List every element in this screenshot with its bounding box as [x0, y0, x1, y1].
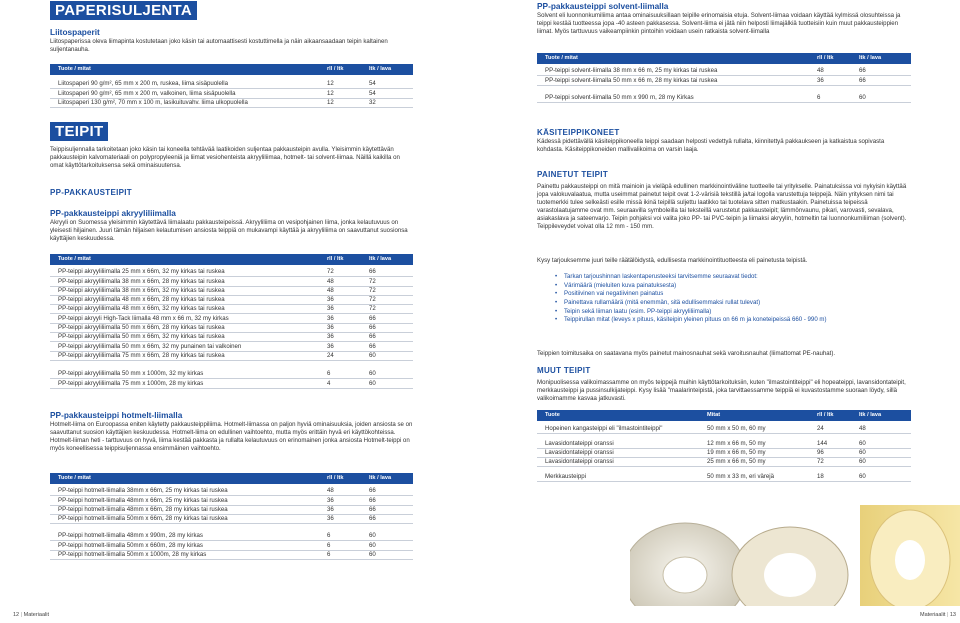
cell-ltk: 54 [369, 89, 376, 97]
col-header-ltk: ltk / lava [369, 65, 392, 72]
cell-rll: 18 [817, 473, 824, 481]
cell-name: PP-teippi akryyliliimalla 48 mm x 66m, 28 my kirkas tai ruskea [58, 296, 225, 304]
table-row [50, 352, 413, 361]
cell-name: Hopeinen kangasteippi eli "ilmastointiteippi" [545, 425, 663, 433]
cell-rll: 36 [327, 314, 334, 322]
col-header-rll: rll / ltk [327, 65, 344, 72]
cell-name: PP-teippi akryyliliimalla 38 mm x 66m, 28 my kirkas tai ruskea [58, 277, 225, 285]
page-number-left: 12 [13, 611, 20, 618]
cell-ltk: 72 [369, 296, 376, 304]
cell-ltk: 66 [369, 515, 376, 523]
cell-name: PP-teippi akryyliliimalla 25 mm x 66m, 32 my kirkas tai ruskea [58, 268, 225, 276]
cell-rll: 72 [817, 458, 824, 466]
table-row [50, 532, 413, 541]
cell-name: PP-teippi akryyliliimalla 38 mm x 66m, 32 my kirkas tai ruskea [58, 286, 225, 294]
cell-name: Liitospaperi 130 g/m², 70 mm x 100 m, lasikuituvahv. liima ulkopuolella [58, 98, 248, 106]
cell-ltk: 66 [369, 324, 376, 332]
cell-name: Liitospaperi 90 g/m², 65 mm x 200 m, ruskea, liima sisäpuolella [58, 80, 229, 88]
table-row [50, 89, 413, 98]
col-header-rll: rll / ltk [817, 411, 834, 418]
paper-table [50, 64, 413, 108]
cell-name: PP-teippi solvent-liimalla 50 mm x 66 m, 28 my kirkas tai ruskea [545, 76, 718, 84]
table-row [50, 287, 413, 296]
liitospaperit-text: Liitospaperissa oleva liimapinta kostutetaan joko käsin tai automaattisesti kostuttimella ja näin aikaansaadaan teipin kaltainen suljentanauha. [50, 37, 388, 53]
cell-ltk: 60 [859, 448, 866, 456]
cell-rll: 36 [327, 515, 334, 523]
cell-ltk: 72 [369, 305, 376, 313]
table-row [50, 487, 413, 496]
tape-rolls-image [630, 505, 960, 606]
footer-label-right: Materiaalit [920, 611, 946, 618]
bullet-item: • Teippirullan mitat (leveys x pituus, käsiteipin yleinen pituus on 66 m ja koneteipeissä 660 - 990 m) [555, 316, 911, 325]
col-header-product: Tuote / mitat [58, 255, 91, 262]
col-header-ltk: ltk / lava [859, 54, 882, 61]
bullet-item: • Painettava rullamäärä (mitä enemmän, sitä edullisemmaksi rullat tulevat) [555, 299, 911, 308]
cell-rll: 6 [327, 370, 331, 378]
cell-name: PP-teippi hotmelt-liimalla 38mm x 66m, 25 my kirkas tai ruskea [58, 487, 228, 495]
table-row [537, 67, 911, 76]
muut-table [537, 410, 911, 482]
cell-rll: 48 [327, 487, 334, 495]
col-header-product: Tuote / mitat [545, 54, 578, 61]
cell-name: PP-teippi akryyliliimalla 50 mm x 66m, 32 my kirkas tai ruskea [58, 333, 225, 341]
liitospaperit-title: Liitospaperit [50, 27, 100, 37]
akryyli-text: Akryyli on Suomessa yleisimmin käytettävä liimalaatu pakkausteipeissä. Akryyliliima on vesipohjainen liima, jonka kelautuvuus on yleisesti hiljainen. Juuri tämän hiljaisen kelautumisen ansiosta teippiä on mukavampi käyttää ja akryyliliima on saavuttanut suosionsa käyttäjien keskuudessa. [50, 218, 408, 242]
table-row [537, 425, 911, 434]
bullet-item: • Tarkan tarjoushinnan laskentaperusteeksi tarvitsemme seuraavat tiedot: [555, 273, 911, 282]
cell-rll: 4 [327, 379, 331, 387]
cell-ltk: 66 [369, 505, 376, 513]
cell-ltk: 60 [369, 551, 376, 559]
table-row [50, 541, 413, 550]
footer-separator-left: | [20, 611, 23, 618]
table-row [50, 551, 413, 560]
footer-separator-right: | [946, 611, 949, 618]
cell-rll: 24 [817, 425, 824, 433]
muut-teipit-text: Monipuolisessa valikoimassamme on myös teippejä muihin käyttötarkoituksiin, kuten "ilmastointiteippi" eli hopeateippi, lavansidontateipit, merkkausteippi ja pussinsulkijateippi. Kysy lisää "maalarinteipistä, joka tarvittaessamme teippiä ei kuvastostamme suoraan löydy, sillä valikoimamme kasvaa jatkuvasti. [537, 379, 906, 403]
cell-rll: 12 [327, 89, 334, 97]
hotmelt-text: Hotmelt-liima on Euroopassa eniten käytetty pakkausteippiliima. Hotmelt-liimassa on paljon hyviä ominaisuuksia, joiden ansiosta se on saavuttanut suosion käyttäjien keskuudessa. Hotmelt-liima on edullinen vaihtoehto, mutta myös erittäin hyvä eri käyttökohteissa. Hotmelt-liiman heti - tarttuvuus on hyvä, liima kestää pakkasta ja rullalta kelautuvuus on erinomainen jonka ansiosta Hotmelt-teippi on myös koneellisessa teippisuljennassa ensimmäinen vaihtoehto. [50, 420, 413, 452]
cell-ltk: 66 [369, 314, 376, 322]
cell-rll: 144 [817, 439, 828, 447]
cell-name: PP-teippi akryyliliimalla 75 mm x 66m, 28 my kirkas tai ruskea [58, 351, 225, 359]
cell-rll: 36 [327, 305, 334, 313]
col-header-ltk: ltk / lava [369, 255, 392, 262]
cell-rll: 48 [327, 277, 334, 285]
cell-rll: 36 [327, 296, 334, 304]
bullet-item: • Positiivinen vai negatiivinen painatus [555, 290, 911, 299]
cell-ltk: 60 [859, 93, 866, 101]
cell-rll: 96 [817, 448, 824, 456]
solvent-table [537, 53, 911, 103]
pp-pakkausteipit-heading: PP-PAKKAUSTEIPIT [50, 188, 132, 197]
table-row [50, 277, 413, 286]
toimitus-text: Teippien toimitusaika on saatavana myös painetut mainosnauhat sekä varoitusnauhat (liimattomat PE-nauhat). [537, 350, 836, 357]
cell-name: PP-teippi akryyliliimalla 48 mm x 66m, 32 my kirkas tai ruskea [58, 305, 225, 313]
table-row [537, 458, 911, 467]
col-header-product: Tuote / mitat [58, 65, 91, 72]
table-row [50, 268, 413, 277]
hotmelt-table [50, 473, 413, 560]
paperisuljenta-banner: PAPERISULJENTA [50, 1, 197, 20]
akryyli-table [50, 254, 413, 389]
cell-rll: 12 [327, 98, 334, 106]
cell-name: Lavasidontateippi oranssi [545, 458, 614, 466]
cell-mitat: 25 mm x 66 m, 50 my [707, 458, 766, 466]
paper-table-header [50, 64, 413, 75]
kasiteippikoneet-text: Kädessä pidettävällä käsiteippikoneella teippi saadaan helposti vedettyä rullalta, kiinnitettyä pakkaukseen ja katkaistua sopivasta kohdasta. Käsiteippikoneiden mallivalikoima on varsin laaja. [537, 138, 885, 154]
cell-name: Liitospaperi 90 g/m², 65 mm x 200 m, valkoinen, liima sisäpuolella [58, 89, 236, 97]
table-row [50, 99, 413, 108]
cell-ltk: 60 [369, 370, 376, 378]
cell-name: PP-teippi solvent-liimalla 38 mm x 66 m, 25 my kirkas tai ruskea [545, 67, 718, 75]
cell-mitat: 12 mm x 66 m, 50 my [707, 439, 766, 447]
cell-ltk: 60 [859, 439, 866, 447]
cell-ltk: 66 [859, 67, 866, 75]
cell-rll: 6 [327, 551, 331, 559]
cell-name: PP-teippi hotmelt-liimalla 48mm x 990m, 28 my kirkas [58, 532, 203, 540]
bullet-item: • Värimäärä (mieluiten kuva painatuksesta) [555, 282, 911, 291]
cell-ltk: 66 [369, 487, 376, 495]
table-row [537, 439, 911, 448]
col-header-product: Tuote [545, 411, 560, 418]
cell-ltk: 60 [859, 473, 866, 481]
cell-ltk: 32 [369, 98, 376, 106]
painetut-teipit-text: Painettu pakkausteippi on mitä mainioin ja vieläpä edullinen markkinointiväline tuotteelle tai yritykselle. Painatuksissa voi nykyisin käyttää jopa valokuvalaatua, mutta useimmat painetut teipit ovat 1-2-värisiä tekstillä ja/tai logolla varustettuja teippejä. Näin yrityksen nimi tai tuotemerkki tulee selkeästi esille missä ikinä teipillä suljettu laatikko tai tuotelava sitten matkustaakin. Painetuissa teipeissä varastolaatujamme ovat mm. seuraavilla symboleilla tai teksteillä varustetut pakkausteipit; lämmönvaunu, pikari, varovasti, sevalava, asiakaslava ja sateenvarjo. Teipin pohjaksi voi valita joko PP- tai PVC-teipin ja liimaksi akryylin, hotmeltin tai luonnonkumiliiman (solvent). Teippileveydet voivat olla 12 mm - 150 mm. [537, 183, 907, 231]
cell-name: PP-teippi hotmelt-liimalla 48mm x 66m, 25 my kirkas tai ruskea [58, 496, 228, 504]
kasiteippikoneet-heading: KÄSITEIPPIKONEET [537, 128, 620, 137]
cell-name: PP-teippi hotmelt-liimalla 50mm x 1000m, 28 my kirkas [58, 551, 207, 559]
akryyli-table-header [50, 254, 413, 265]
cell-ltk: 60 [369, 541, 376, 549]
footer-left [13, 612, 49, 619]
cell-name: PP-teippi akryyliliimalla 50 mm x 66m, 28 my kirkas tai ruskea [58, 324, 225, 332]
cell-ltk: 72 [369, 277, 376, 285]
cell-name: Lavasidontateippi oranssi [545, 448, 614, 456]
cell-rll: 36 [327, 342, 334, 350]
cell-name: PP-teippi hotmelt-liimalla 48mm x 66m, 28 my kirkas tai ruskea [58, 505, 228, 513]
cell-ltk: 66 [369, 333, 376, 341]
cell-rll: 24 [327, 351, 334, 359]
teipit-text: Teippisuljennalla tarkoitetaan joko käsin tai koneella tehtävää laatikoiden suljentaa pakkausteipin avulla. Yleisimmin käytettävän pakkausteipin kalvomateriaali on polypropyleeniä ja liimat vesiohenteista akryyliliimaa, hotmelt- tai solvent-liimaa. Näillä kaikilla on omat käyttötarkoituksensa sekä ominaisuutensa. [50, 146, 400, 170]
table-row [50, 515, 413, 524]
cell-ltk: 60 [369, 351, 376, 359]
cell-rll: 36 [327, 505, 334, 513]
cell-name: PP-teippi hotmelt-liimalla 50mm x 660m, 28 my kirkas [58, 541, 203, 549]
cell-rll: 72 [327, 268, 334, 276]
cell-name: PP-teippi solvent-liimalla 50 mm x 990 m, 28 my Kirkas [545, 93, 694, 101]
cell-rll: 6 [327, 541, 331, 549]
solvent-table-header [537, 53, 911, 64]
cell-ltk: 72 [369, 286, 376, 294]
table-row [50, 342, 413, 351]
table-row [50, 305, 413, 314]
cell-ltk: 60 [369, 379, 376, 387]
cell-ltk: 66 [369, 496, 376, 504]
table-row [537, 473, 911, 482]
cell-mitat: 50 mm x 50 m, 60 my [707, 425, 766, 433]
table-row [50, 506, 413, 515]
cell-rll: 36 [817, 76, 824, 84]
cell-rll: 6 [817, 93, 821, 101]
kysy-text: Kysy tarjouksemme juuri teille räätälöidystä, edullisesta markkinointituotteesta eli painetusta teipistä. [537, 257, 808, 264]
cell-ltk: 60 [859, 458, 866, 466]
cell-ltk: 66 [369, 342, 376, 350]
table-row [50, 80, 413, 89]
col-header-product: Tuote / mitat [58, 474, 91, 481]
cell-mitat: 50 mm x 33 m, eri värejä [707, 473, 775, 481]
table-row [50, 324, 413, 333]
cell-rll: 48 [817, 67, 824, 75]
painetut-teipit-heading: PAINETUT TEIPIT [537, 170, 609, 179]
hotmelt-title: PP-pakkausteippi hotmelt-liimalla [50, 410, 183, 420]
table-row [50, 370, 413, 379]
hotmelt-table-header [50, 473, 413, 484]
cell-name: PP-teippi akryyli High-Tack liimalla 48 mm x 66 m, 32 my kirkas [58, 314, 229, 322]
col-header-ltk: ltk / lava [859, 411, 882, 418]
tarjous-bullet-list [537, 273, 911, 325]
akryyli-title: PP-pakkausteippi akryyliliimalla [50, 208, 176, 218]
cell-name: PP-teippi akryyliliimalla 50 mm x 1000m, 32 my kirkas [58, 370, 204, 378]
cell-rll: 36 [327, 496, 334, 504]
cell-rll: 6 [327, 532, 331, 540]
col-header-rll: rll / ltk [817, 54, 834, 61]
cell-name: PP-teippi akryyliliimalla 75 mm x 1000m, 28 my kirkas [58, 379, 204, 387]
table-row [50, 496, 413, 505]
table-row [50, 379, 413, 388]
footer-label-left: Materiaalit [23, 611, 49, 618]
solvent-title: PP-pakkausteippi solvent-liimalla [537, 1, 669, 11]
cell-name: Lavasidontateippi oranssi [545, 439, 614, 447]
col-header-mitat: Mitat [707, 411, 721, 418]
cell-name: PP-teippi akryyliliimalla 50 mm x 66m, 32 my punainen tai valkoinen [58, 342, 242, 350]
cell-ltk: 54 [369, 80, 376, 88]
cell-mitat: 19 mm x 66 m, 50 my [707, 448, 766, 456]
table-row [50, 296, 413, 305]
cell-ltk: 60 [369, 532, 376, 540]
cell-rll: 36 [327, 324, 334, 332]
bullet-item: • Teipin sekä liiman laatu (esim. PP-teippi akryyliliimalla) [555, 308, 911, 317]
teipit-banner: TEIPIT [50, 122, 108, 141]
col-header-rll: rll / ltk [327, 474, 344, 481]
cell-name: Merkkausteippi [545, 473, 586, 481]
cell-rll: 12 [327, 80, 334, 88]
muut-table-header [537, 410, 911, 421]
cell-rll: 48 [327, 286, 334, 294]
table-row [537, 449, 911, 458]
table-row [50, 333, 413, 342]
table-row [537, 94, 911, 103]
footer-right [920, 612, 956, 619]
table-row [50, 314, 413, 323]
cell-rll: 36 [327, 333, 334, 341]
table-row [537, 76, 911, 85]
muut-teipit-heading: MUUT TEIPIT [537, 366, 591, 375]
cell-ltk: 66 [859, 76, 866, 84]
solvent-text: Solvent eli luonnonkumiliima antaa ominaisuuksillaan teipille erinomaisia etuja. Solvent-liimaa voidaan käyttää kylmissä olosuhteissa ja teippi kestää tuotteessa jopa -40 asteen pakkasessa. Solvent-liima ei jätä niin helposti liimajälkiä tuotteisiin kuin muut pakkausteippien liimat. Myös tarttuvuus vaikeampiinkin pintoihin voidaan usein ratkaista solvent-liimalla [537, 11, 901, 35]
cell-ltk: 66 [369, 268, 376, 276]
cell-name: PP-teippi hotmelt-liimalla 50mm x 66m, 28 my kirkas tai ruskea [58, 515, 228, 523]
page-number-right: 13 [949, 611, 956, 618]
cell-ltk: 48 [859, 425, 866, 433]
col-header-rll: rll / ltk [327, 255, 344, 262]
col-header-ltk: ltk / lava [369, 474, 392, 481]
